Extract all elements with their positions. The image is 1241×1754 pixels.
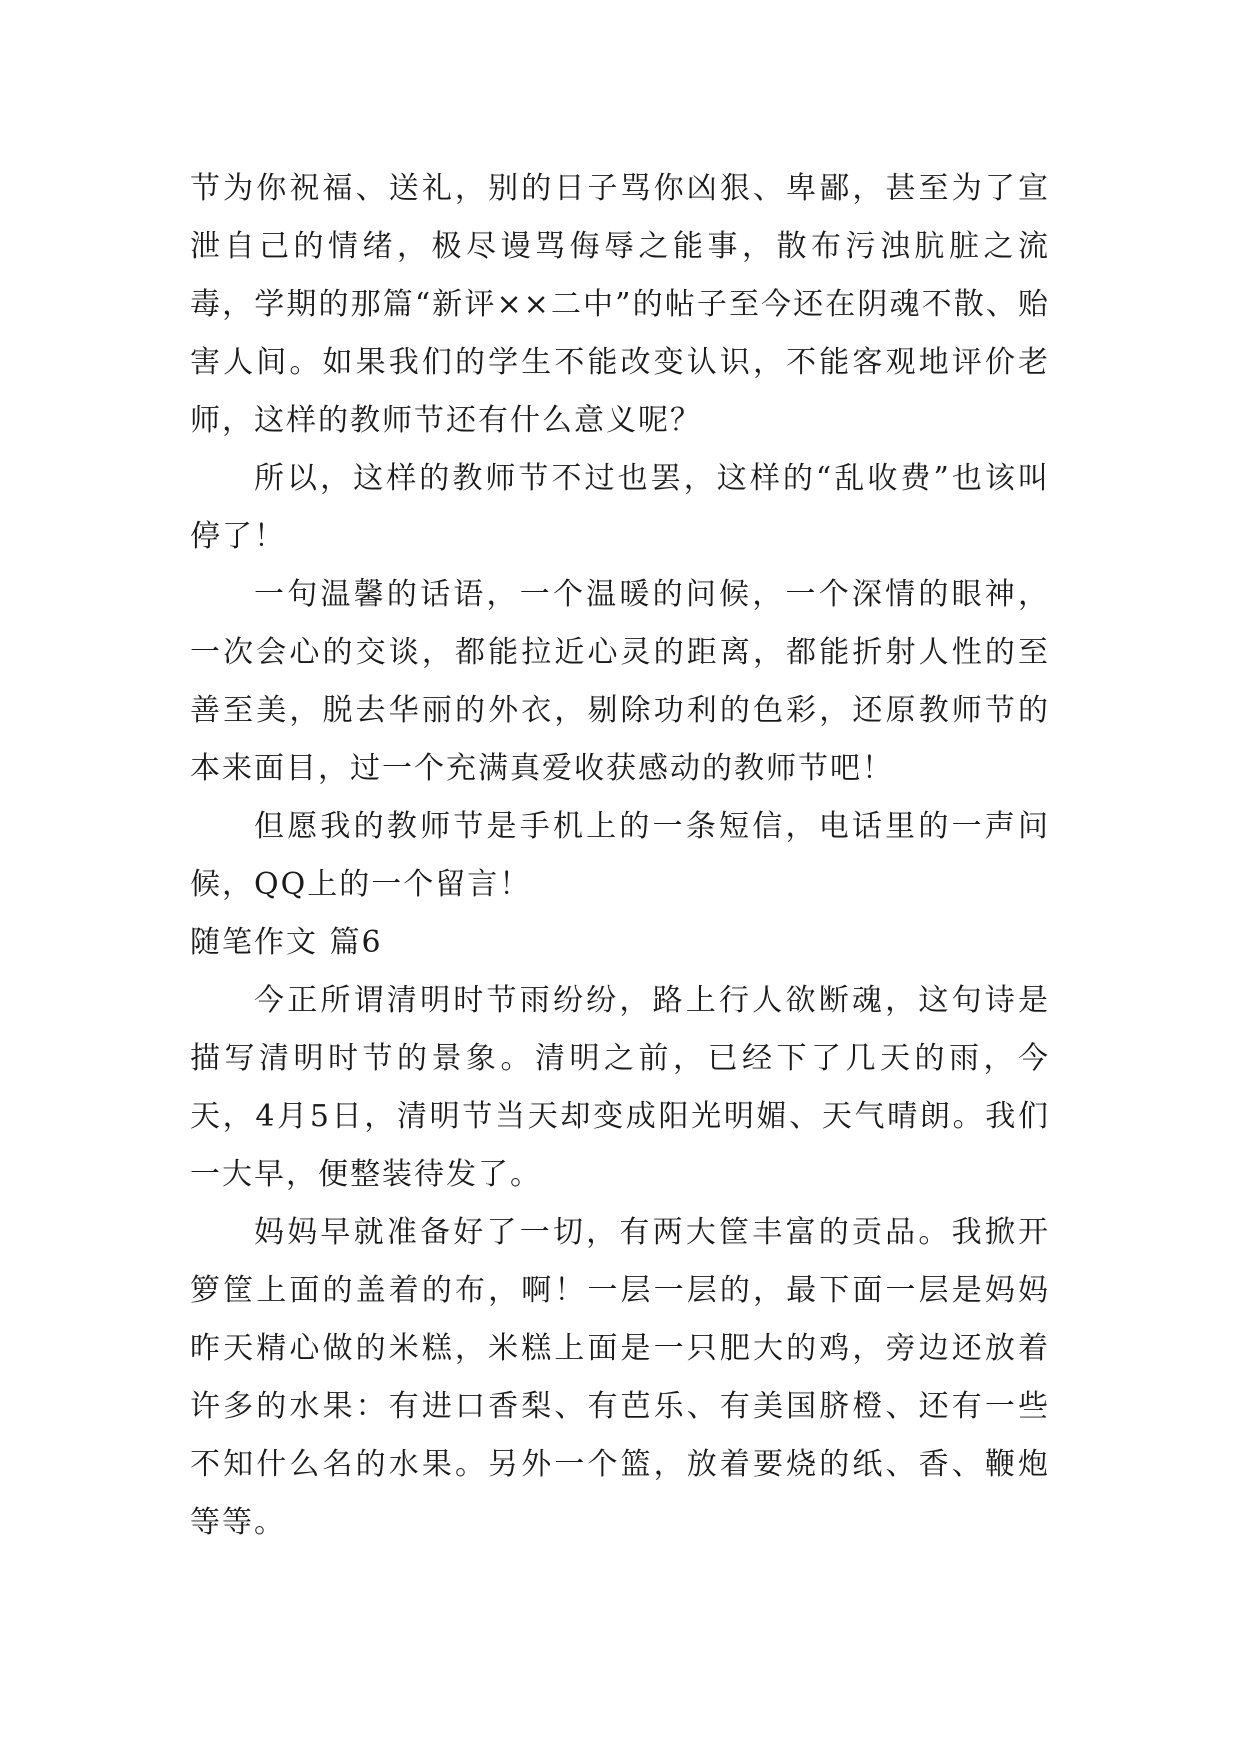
paragraph: 所以，这样的教师节不过也罢，这样的“乱收费”也该叫停了！	[190, 461, 1050, 554]
paragraph: 妈妈早就准备好了一切，有两大筐丰富的贡品。我掀开箩筐上面的盖着的布，啊！一层一层的，最下面一层是妈妈昨天精心做的米糕，米糕上面是一只肥大的鸡，旁边还放着许多的水果：有进口香梨、有芭乐、有美国脐橙、还有一些不知什么名的水果。另外一个篮，放着要烧的纸、香、鞭炮等等。	[190, 1215, 1050, 1540]
paragraph: 一句温馨的话语，一个温暖的问候，一个深情的眼神，一次会心的交谈，都能拉近心灵的距离，都能折射人性的至善至美，脱去华丽的外衣，剔除功利的色彩，还原教师节的本来面目，过一个充满真爱收获感动的教师节吧！	[190, 577, 1050, 786]
paragraph-continued: 节为你祝福、送礼，别的日子骂你凶狠、卑鄙，甚至为了宣泄自己的情绪，极尽谩骂侮辱之能事，散布污浊肮脏之流毒，学期的那篇“新评××二中”的帖子至今还在阴魂不散、贻害人间。如果我们的学生不能改变认识，不能客观地评价老师，这样的教师节还有什么意义呢？	[190, 171, 1050, 438]
paragraph: 但愿我的教师节是手机上的一条短信，电话里的一声问候，QQ上的一个留言！	[190, 809, 1050, 902]
document-body	[190, 160, 1050, 1552]
section-heading: 随笔作文 篇6	[190, 925, 383, 960]
paragraph: 今正所谓清明时节雨纷纷，路上行人欲断魂，这句诗是描写清明时节的景象。清明之前，已经下了几天的雨，今天，4月5日，清明节当天却变成阳光明媚、天气晴朗。我们一大早，便整装待发了。	[190, 983, 1050, 1192]
